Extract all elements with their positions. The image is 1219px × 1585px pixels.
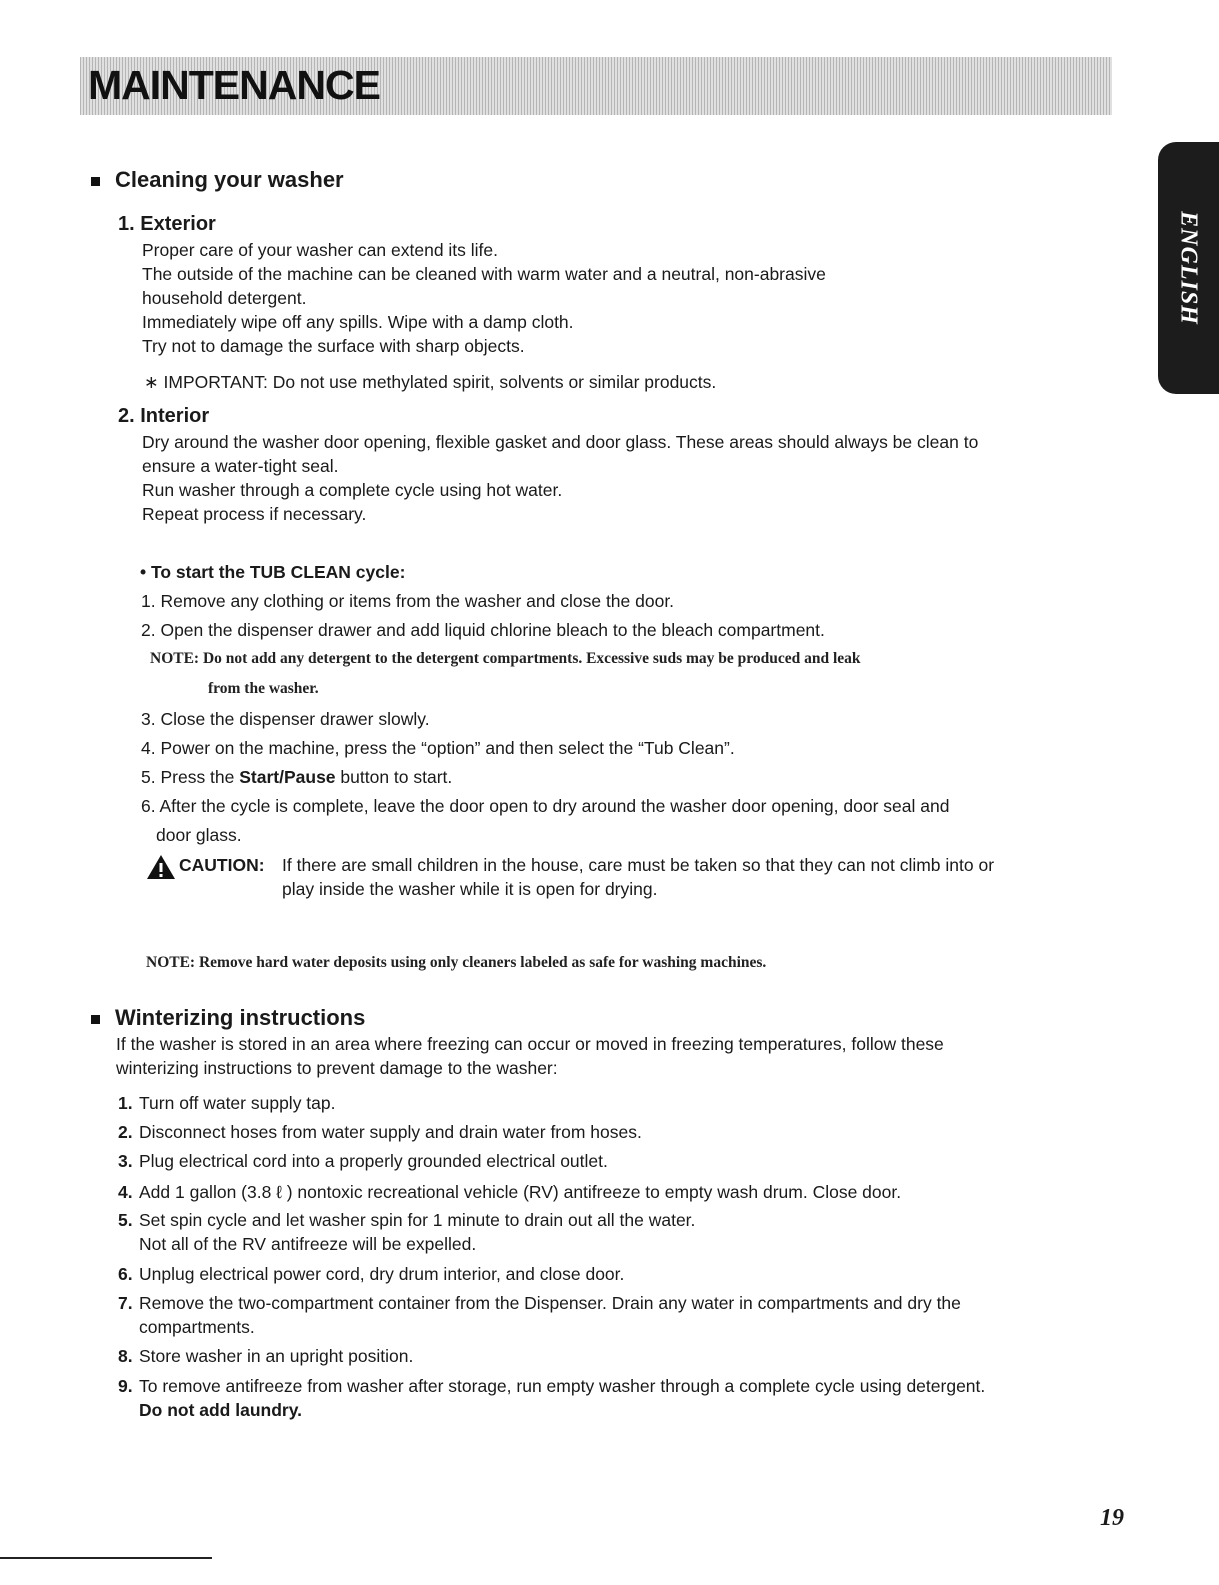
exterior-line: Proper care of your washer can extend its life. — [142, 240, 499, 260]
section-banner — [80, 57, 1112, 115]
section-bullet-icon — [91, 1015, 100, 1024]
step-text: button to start. — [335, 767, 453, 787]
winterizing-section-title: Winterizing instructions — [115, 1005, 366, 1030]
exterior-line: household detergent. — [142, 288, 307, 308]
step-number: 8. — [118, 1346, 133, 1366]
footer-rule — [0, 1557, 212, 1559]
winterizing-step: Set spin cycle and let washer spin for 1 minute to drain out all the water. — [139, 1210, 696, 1230]
interior-line: Dry around the washer door opening, flexible gasket and door glass. These areas should always be clean to — [142, 432, 979, 452]
interior-line: Repeat process if necessary. — [142, 504, 367, 524]
caution-label: CAUTION: — [179, 855, 265, 875]
exterior-line: Try not to damage the surface with sharp objects. — [142, 336, 525, 356]
step-number: 5. — [118, 1210, 133, 1230]
language-tab — [1158, 142, 1219, 394]
hard-water-note: NOTE: Remove hard water deposits using only cleaners labeled as safe for washing machines. — [146, 954, 767, 971]
section-bullet-icon — [91, 177, 100, 186]
winterizing-intro: winterizing instructions to prevent damage to the washer: — [116, 1058, 558, 1078]
tub-clean-step: 4. Power on the machine, press the “option” and then select the “Tub Clean”. — [141, 738, 735, 758]
tub-clean-step: 3. Close the dispenser drawer slowly. — [141, 709, 430, 729]
step-number: 4. — [118, 1182, 133, 1202]
winterizing-step: compartments. — [139, 1317, 255, 1337]
winterizing-step: Remove the two-compartment container from the Dispenser. Drain any water in compartments and dry the — [139, 1293, 961, 1313]
page-number: 19 — [1100, 1505, 1124, 1531]
detergent-note: from the washer. — [208, 680, 319, 697]
step-number: 1. — [118, 1093, 133, 1113]
tub-clean-step — [141, 765, 452, 789]
exterior-line: Immediately wipe off any spills. Wipe with a damp cloth. — [142, 312, 574, 332]
tub-clean-step: 1. Remove any clothing or items from the washer and close the door. — [141, 591, 675, 611]
winterizing-step: Turn off water supply tap. — [139, 1093, 336, 1113]
tub-clean-heading: • To start the TUB CLEAN cycle: — [140, 562, 406, 582]
exterior-line: The outside of the machine can be cleaned with warm water and a neutral, non-abrasive — [142, 264, 826, 284]
do-not-add-laundry: Do not add laundry. — [139, 1400, 303, 1420]
step-number: 9. — [118, 1376, 133, 1396]
important-note: ∗ IMPORTANT: Do not use methylated spirit, solvents or similar products. — [144, 372, 717, 392]
language-tab-label: ENGLISH — [1175, 211, 1202, 325]
tub-clean-step: 6. After the cycle is complete, leave the door open to dry around the washer door opening, door seal and — [141, 796, 950, 816]
step-text: 5. Press the — [141, 767, 240, 787]
interior-heading: 2. Interior — [118, 405, 210, 427]
winterizing-intro: If the washer is stored in an area where freezing can occur or moved in freezing temperatures, follow these — [116, 1034, 944, 1054]
winterizing-step: Disconnect hoses from water supply and drain water from hoses. — [139, 1122, 642, 1142]
interior-line: Run washer through a complete cycle using hot water. — [142, 480, 563, 500]
page-title: MAINTENANCE — [88, 62, 380, 108]
winterizing-step: Store washer in an upright position. — [139, 1346, 414, 1366]
interior-line: ensure a water-tight seal. — [142, 456, 339, 476]
caution-text: If there are small children in the house, care must be taken so that they can not climb into or — [282, 855, 995, 875]
tub-clean-step: 2. Open the dispenser drawer and add liquid chlorine bleach to the bleach compartment. — [141, 620, 825, 640]
step-number: 2. — [118, 1122, 133, 1142]
warning-icon — [146, 854, 176, 880]
exterior-heading: 1. Exterior — [118, 213, 216, 235]
cleaning-section-title: Cleaning your washer — [115, 167, 344, 192]
step-number: 7. — [118, 1293, 133, 1313]
winterizing-step: Add 1 gallon (3.8 ℓ ) nontoxic recreational vehicle (RV) antifreeze to empty wash drum. Close door. — [139, 1182, 902, 1202]
winterizing-step: Unplug electrical power cord, dry drum interior, and close door. — [139, 1264, 625, 1284]
start-pause-label: Start/Pause — [239, 767, 336, 787]
tub-clean-step: door glass. — [156, 825, 242, 845]
step-number: 6. — [118, 1264, 133, 1284]
caution-text: play inside the washer while it is open for drying. — [282, 879, 658, 899]
detergent-note: NOTE: Do not add any detergent to the detergent compartments. Excessive suds may be produced and leak — [150, 650, 861, 667]
winterizing-step: Not all of the RV antifreeze will be expelled. — [139, 1234, 477, 1254]
winterizing-step: To remove antifreeze from washer after storage, run empty washer through a complete cycle using detergent. — [139, 1376, 986, 1396]
step-number: 3. — [118, 1151, 133, 1171]
winterizing-step: Plug electrical cord into a properly grounded electrical outlet. — [139, 1151, 608, 1171]
